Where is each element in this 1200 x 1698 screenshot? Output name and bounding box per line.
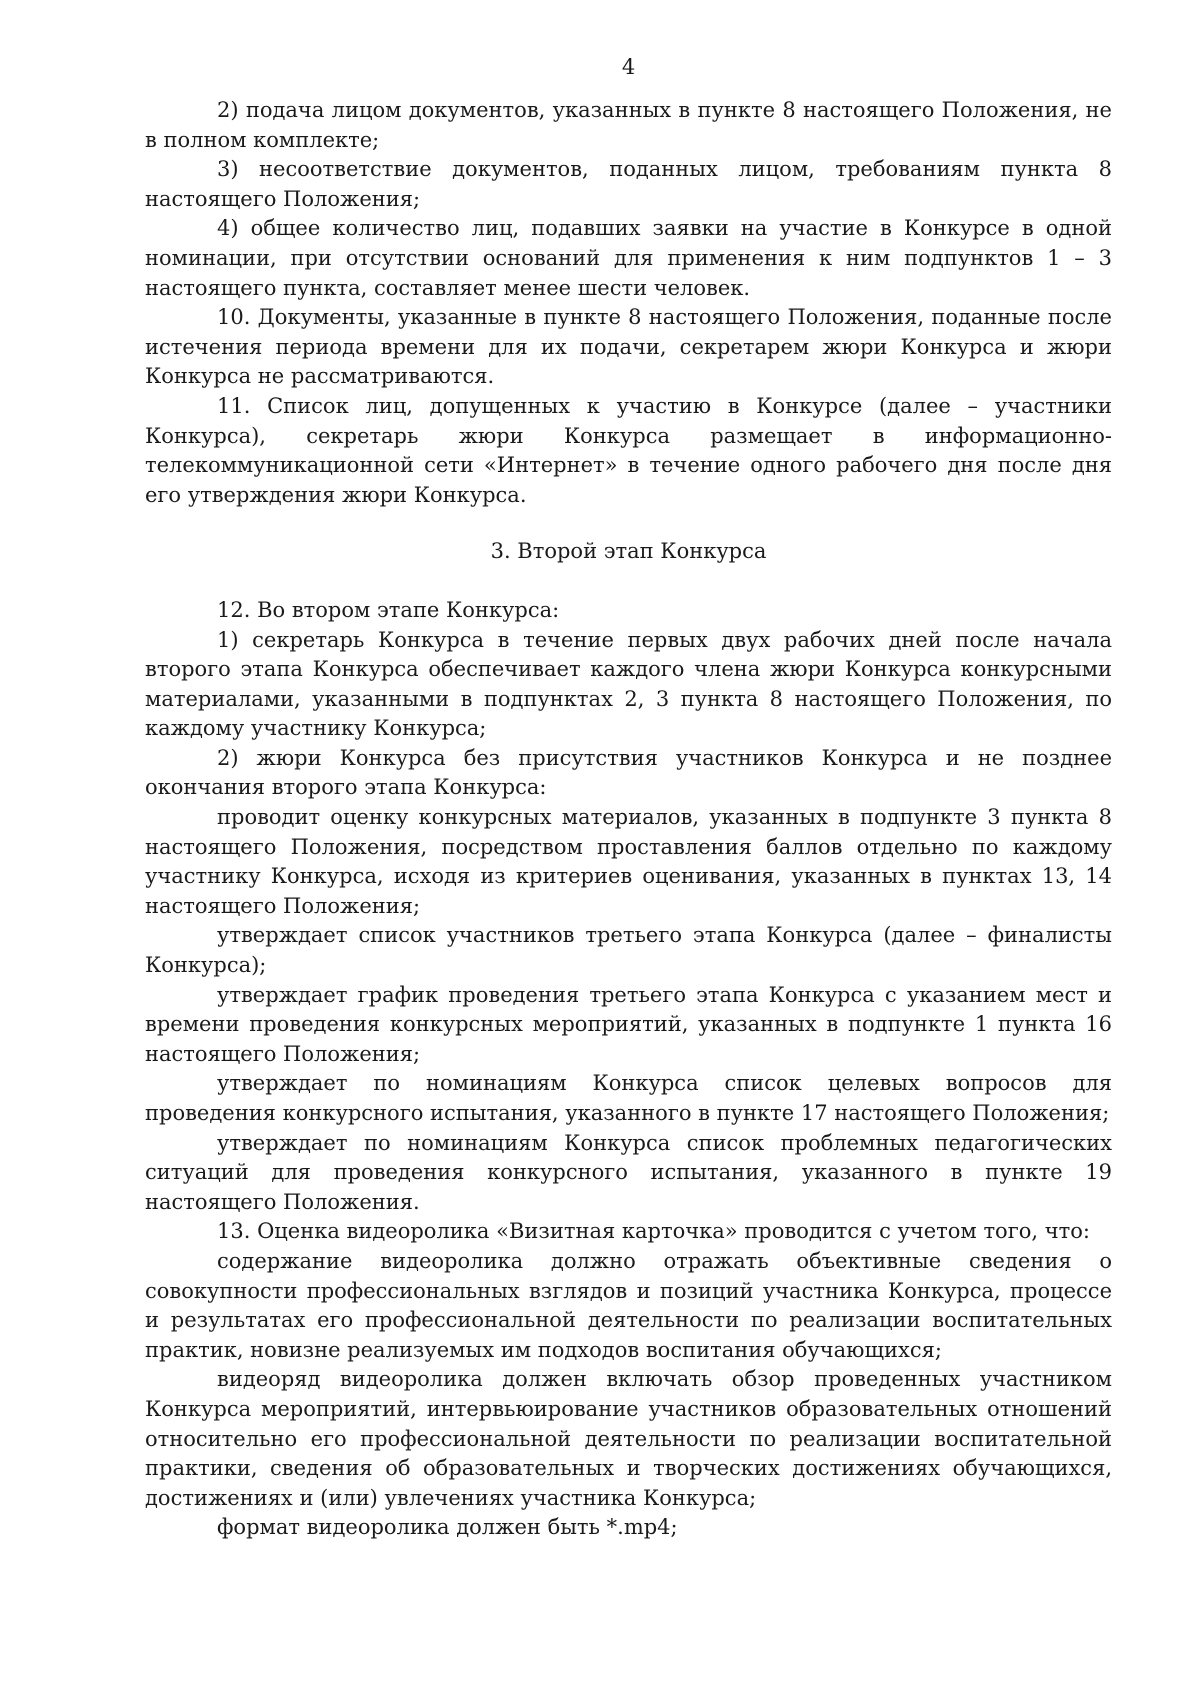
paragraph-subitem-3: 3) несоответствие документов, поданных лицом, требованиям пункта 8 настоящего Положения; xyxy=(145,157,1112,211)
paragraph-item-11: 11. Список лиц, допущенных к участию в Конкурсе (далее – участники Конкурса), секретарь жюри Конкурса размещает в информационно-телекоммуникационной сети «Интернет» в течение одного рабочего дня после дня его утверждения жюри Конкурса. xyxy=(145,393,1112,507)
section-heading: 3. Второй этап Конкурса xyxy=(490,539,767,564)
paragraph-finalists-list: утверждает список участников третьего этапа Конкурса (далее – финалисты Конкурса); xyxy=(145,923,1112,978)
paragraph-schedule: утверждает график проведения третьего этапа Конкурса с указанием мест и времени проведения конкурсных мероприятий, указанных в подпункте 1 пункта 16 настоящего Положения; xyxy=(145,982,1112,1066)
paragraph-problem-situations: утверждает по номинациям Конкурса список проблемных педагогических ситуаций для проведения конкурсного испытания, указанного в пункте 19 настоящего Положения. xyxy=(145,1130,1112,1214)
page-number: 4 xyxy=(621,55,636,79)
paragraph-target-questions: утверждает по номинациям Конкурса список целевых вопросов для проведения конкурсного испытания, указанного в пункте 17 настоящего Положения; xyxy=(145,1071,1112,1125)
paragraph-evaluation: проводит оценку конкурсных материалов, указанных в подпункте 3 пункта 8 настоящего Положения, посредством проставления баллов отдельно по каждому участнику Конкурса, исходя из критериев оценивания, указанных в пунктах 13, 14 настоящего Положения; xyxy=(145,805,1112,918)
paragraph-item-12-sub-2: 2) жюри Конкурса без присутствия участников Конкурса и не позднее окончания второго этапа Конкурса: xyxy=(145,745,1112,800)
paragraph-item-10: 10. Документы, указанные в пункте 8 настоящего Положения, поданные после истечения периода времени для их подачи, секретарем жюри Конкурса и жюри Конкурса не рассматриваются. xyxy=(145,305,1112,389)
paragraph-video-content: содержание видеоролика должно отражать объективные сведения о совокупности профессиональных взглядов и позиций участника Конкурса, процессе и результатах его профессиональной деятельности по реализации воспитательных практик, новизне реализуемых им подходов воспитания обучающихся; xyxy=(145,1248,1112,1362)
paragraph-item-12-sub-1: 1) секретарь Конкурса в течение первых двух рабочих дней после начала второго этапа Конкурса обеспечивает каждого члена жюри Конкурса конкурсными материалами, указанными в подпунктах 2, 3 пункта 8 настоящего Положения, по каждому участнику Конкурса; xyxy=(145,627,1112,741)
paragraph-item-13: 13. Оценка видеоролика «Визитная карточка» проводится с учетом того, что: xyxy=(217,1219,1090,1244)
paragraph-video-sequence: видеоряд видеоролика должен включать обзор проведенных участником Конкурса мероприятий, интервьюирование участников образовательных отношений относительно его профессиональной деятельности по реализации воспитательной практики, сведения об образовательных и творческих достижениях обучающихся, достижениях и (или) увлечениях участника Конкурса; xyxy=(145,1367,1112,1510)
paragraph-video-format: формат видеоролика должен быть *.mp4; xyxy=(217,1515,678,1540)
paragraph-item-12: 12. Во втором этапе Конкурса: xyxy=(217,597,560,622)
paragraph-subitem-4: 4) общее количество лиц, подавших заявки на участие в Конкурсе в одной номинации, при отсутствии оснований для применения к ним подпунктов 1 – 3 настоящего пункта, составляет менее шести человек. xyxy=(145,216,1112,300)
paragraph-subitem-2: 2) подача лицом документов, указанных в пункте 8 настоящего Положения, не в полном комплекте; xyxy=(145,98,1112,152)
